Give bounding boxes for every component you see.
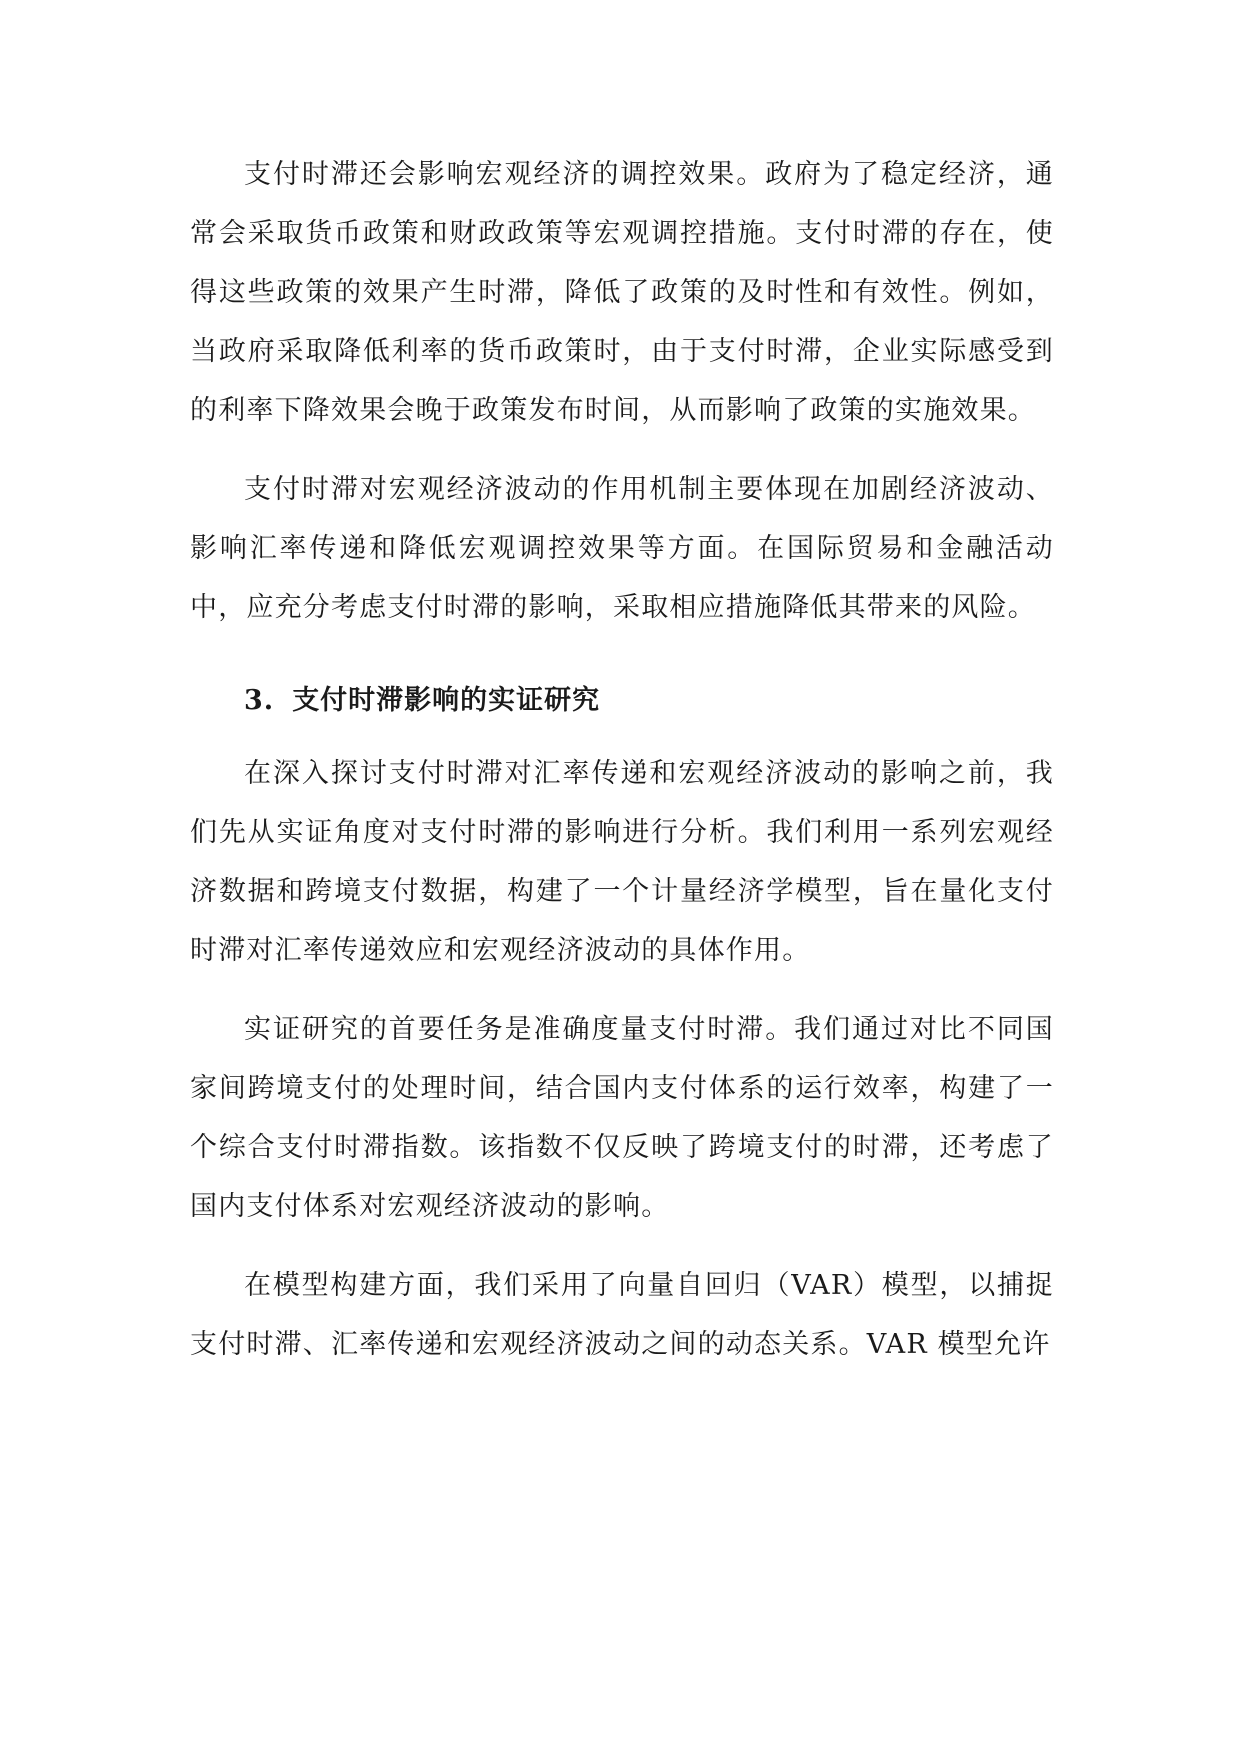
paragraph-macro-control: 支付时滞还会影响宏观经济的调控效果。政府为了稳定经济，通常会采取货币政策和财政政策等宏观调控措施。支付时滞的存在，使得这些政策的效果产生时滞，降低了政策的及时性和有效性。例如，当政府采取降低利率的货币政策时，由于支付时滞，企业实际感受到的利率下降效果会晚于政策发布时间，从而影响了政策的实施效果。 [190, 159, 1054, 426]
paragraph-empirical-intro: 在深入探讨支付时滞对汇率传递和宏观经济波动的影响之前，我们先从实证角度对支付时滞的影响进行分析。我们利用一系列宏观经济数据和跨境支付数据，构建了一个计量经济学模型，旨在量化支付时滞对汇率传递效应和宏观经济波动的具体作用。 [190, 758, 1054, 966]
paragraph-measurement: 实证研究的首要任务是准确度量支付时滞。我们通过对比不同国家间跨境支付的处理时间，结合国内支付体系的运行效率，构建了一个综合支付时滞指数。该指数不仅反映了跨境支付的时滞，还考虑了国内支付体系对宏观经济波动的影响。 [190, 1014, 1054, 1222]
paragraph-mechanism-summary: 支付时滞对宏观经济波动的作用机制主要体现在加剧经济波动、影响汇率传递和降低宏观调控效果等方面。在国际贸易和金融活动中，应充分考虑支付时滞的影响，采取相应措施降低其带来的风险。 [190, 474, 1054, 623]
section-title: 支付时滞影响的实证研究 [292, 685, 601, 716]
section-number: 3. [244, 685, 275, 716]
paragraph-var-model: 在模型构建方面，我们采用了向量自回归（VAR）模型，以捕捉支付时滞、汇率传递和宏观经济波动之间的动态关系。VAR 模型允许 [190, 1270, 1054, 1360]
document-page [190, 145, 1054, 1394]
section-heading [190, 671, 1054, 730]
